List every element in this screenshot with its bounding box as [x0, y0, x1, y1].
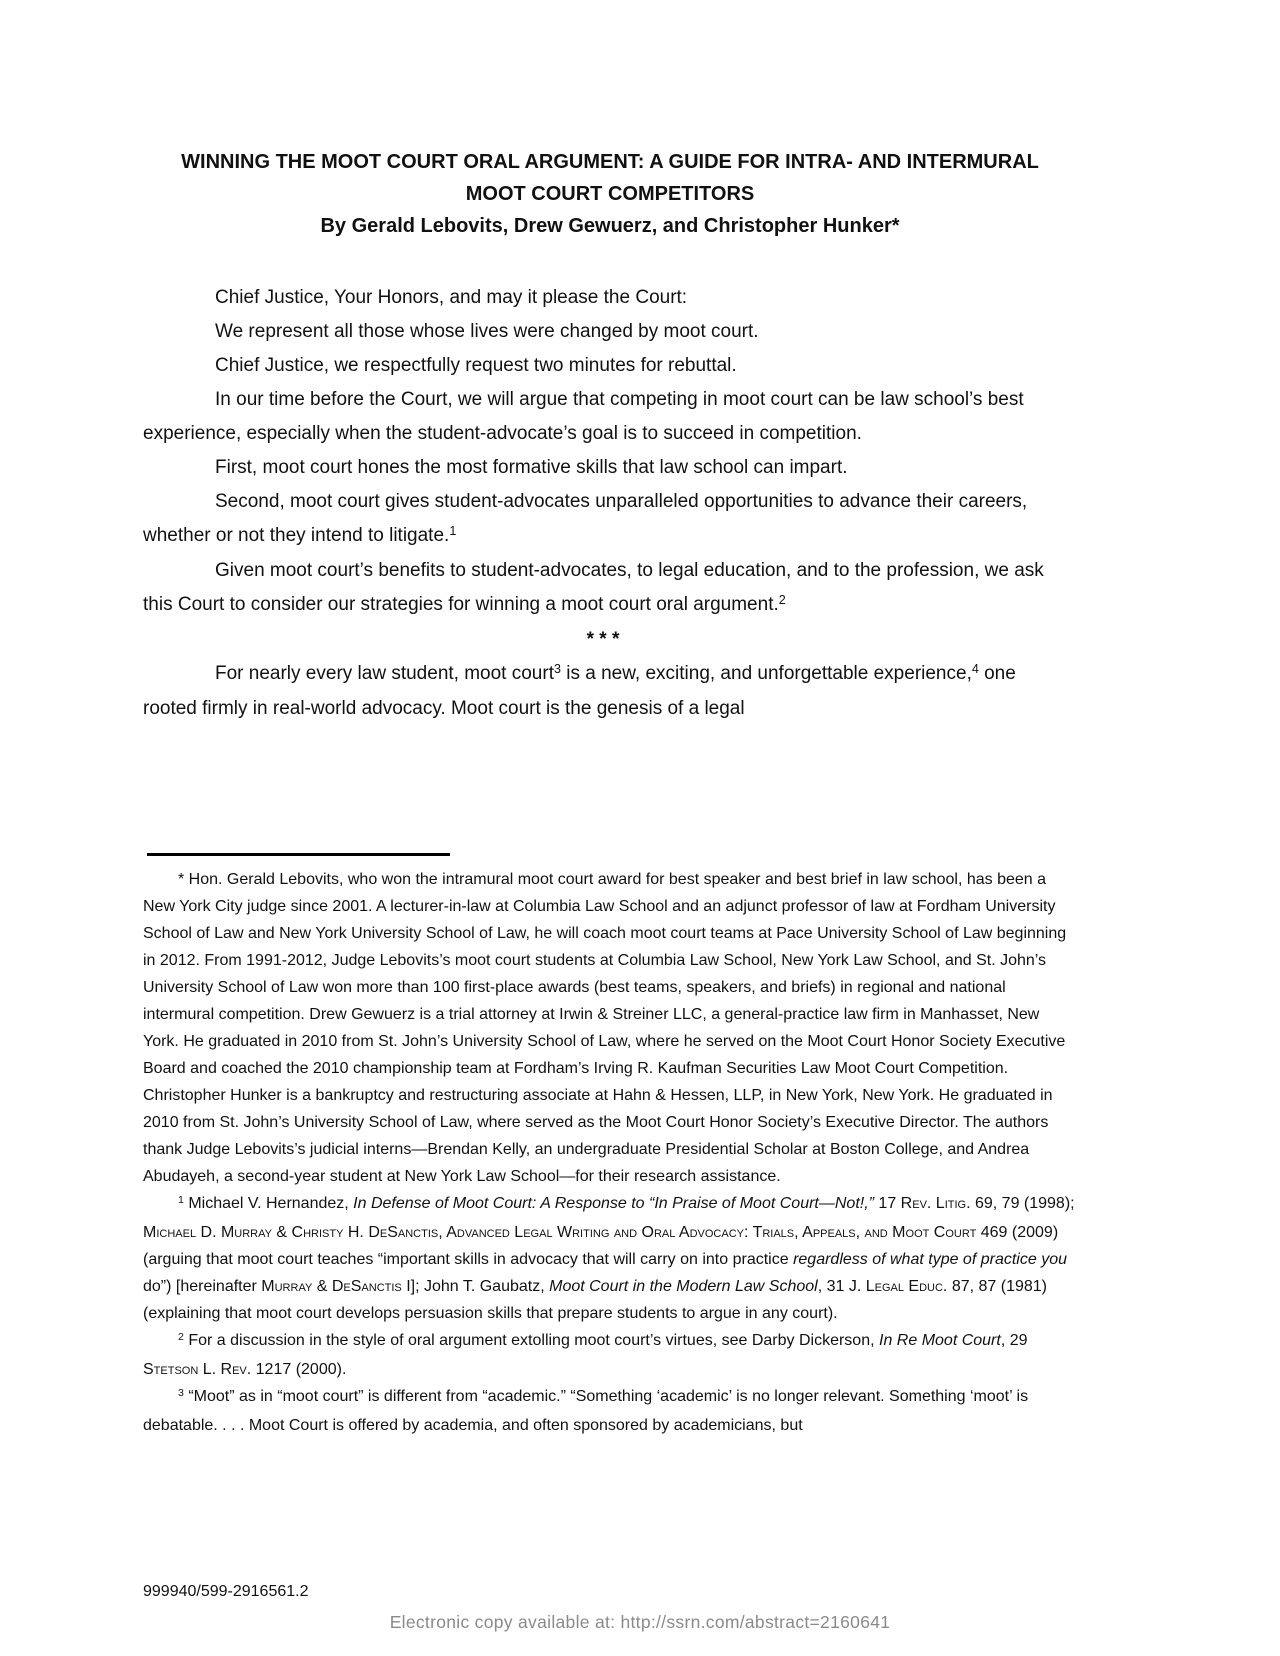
- body-paragraph: [143, 315, 1063, 349]
- text-run: regardless of what type of practice you: [793, 1251, 1067, 1268]
- body-paragraph: [143, 623, 1063, 657]
- text-run: , 29: [1000, 1332, 1028, 1349]
- text-run: 2: [778, 593, 786, 608]
- text-run: Stetson L. Rev.: [143, 1361, 252, 1378]
- document-title-line1: WINNING THE MOOT COURT ORAL ARGUMENT: A GUIDE FOR INTRA- AND INTERMURAL: [181, 151, 1039, 173]
- text-run: We represent all those whose lives were changed by moot court.: [215, 321, 759, 342]
- text-run: 4: [971, 662, 979, 677]
- text-run: * Hon. Gerald Lebovits, who won the intramural moot court award for best speaker and best brief in law school, has been a New York City judge since 2001. A lecturer-in-law at Columbia Law School and an adjunct professor of law at Fordham University School of Law and New York University School of Law, he will coach moot court teams at Pace University School of Law beginning in 2012. From 1991-2012, Judge Lebovits’s moot court students at Columbia Law School, New York Law School, and St. John’s University School of Law won more than 100 first-place awards (best teams, speakers, and briefs) in regional and national intermural competition. Drew Gewuerz is a trial attorney at Irwin & Streiner LLC, a general-practice law firm in Manhasset, New York. He graduated in 2010 from St. John’s University School of Law, where he served on the Moot Court Honor Society Executive Board and coached the 2010 championship team at Fordham’s Irving R. Kaufman Securities Law Moot Court Competition. Christopher Hunker is a bankruptcy and restructuring associate at Hahn & Hessen, LLP, in New York, New York. He graduated in 2010 from St. John’s University School of Law, where served as the Moot Court Honor Society’s Executive Director. The authors thank Judge Lebovits’s judicial interns—Brendan Kelly, an undergraduate Presidential Scholar at Boston College, and Andrea Abudayeh, a second-year student at New York Law School—for their research assistance.: [143, 871, 1067, 1185]
- text-run: Chief Justice, we respectfully request two minutes for rebuttal.: [215, 355, 737, 376]
- text-run: Murray & DeSanctis: [261, 1278, 402, 1295]
- text-run: 2: [178, 1331, 184, 1344]
- footnotes: [143, 866, 1077, 1439]
- text-run: do”) [hereinafter: [143, 1278, 262, 1295]
- text-run: 87, 87 (1981) (explaining that moot court develops persuasion skills that prepare students to argue in any court).: [143, 1278, 1047, 1322]
- text-run: I]; John T. Gaubatz,: [401, 1278, 550, 1295]
- text-run: 3: [553, 662, 561, 677]
- byline: By Gerald Lebovits, Drew Gewuerz, and Christopher Hunker*: [320, 215, 900, 237]
- footnote: [143, 1190, 1077, 1327]
- text-run: * * *: [586, 629, 620, 650]
- text-run: For a discussion in the style of oral argument extolling moot court’s virtues, see Darby Dickerson,: [183, 1332, 879, 1349]
- text-run: In our time before the Court, we will argue that competing in moot court can be law school’s best experience, especially when the student-advocate’s goal is to succeed in competition.: [143, 389, 1024, 444]
- footnote: [143, 1383, 1077, 1439]
- text-run: 3: [178, 1387, 184, 1400]
- body-paragraph: [143, 554, 1063, 623]
- text-run: Given moot court’s benefits to student-advocates, to legal education, and to the profession, we ask this Court to consider our strategies for winning a moot court oral argument.: [143, 560, 1044, 615]
- text-run: Michael V. Hernandez,: [183, 1195, 354, 1212]
- text-run: is a new, exciting, and unforgettable experience,: [560, 663, 972, 684]
- document-number: 999940/599-2916561.2: [143, 1583, 309, 1600]
- body-paragraph: [143, 383, 1063, 451]
- footnote-separator: [147, 853, 450, 856]
- title-block: [143, 146, 1077, 242]
- text-run: First, moot court hones the most formative skills that law school can impart.: [215, 457, 848, 478]
- text-run: 1: [178, 1194, 184, 1207]
- text-run: 469 (2009) (arguing that moot court teaches “important skills in advocacy that will carry on into practice: [143, 1224, 1059, 1268]
- body-paragraph: [143, 657, 1063, 726]
- ssrn-notice: Electronic copy available at: http://ssrn.com/abstract=2160641: [389, 1612, 891, 1632]
- text-run: Michael D. Murray & Christy H. DeSanctis, Advanced Legal Writing and Oral Advocacy: Trials, Appeals, and Moot Court: [143, 1224, 977, 1241]
- body-text: [143, 281, 1063, 726]
- body-paragraph: [143, 451, 1063, 485]
- document-title-line2: MOOT COURT COMPETITORS: [465, 183, 755, 205]
- text-run: 1: [449, 524, 457, 539]
- text-run: “Moot” as in “moot court” is different from “academic.” “Something ‘academic’ is no longer relevant. Something ‘moot’ is debatable. . . . Moot Court is offered by academia, and often sponsored by academicians, but: [143, 1388, 1029, 1434]
- text-run: one rooted firmly in real-world advocacy. Moot court is the genesis of a legal: [143, 663, 1016, 719]
- text-run: J. Legal Educ.: [848, 1278, 948, 1295]
- text-run: 69, 79 (1998);: [970, 1195, 1075, 1212]
- body-paragraph: [143, 281, 1063, 315]
- body-paragraph: [143, 485, 1063, 554]
- text-run: Rev. Litig.: [900, 1195, 971, 1212]
- text-run: 17: [873, 1195, 901, 1212]
- text-run: In Re Moot Court: [879, 1332, 1001, 1349]
- text-run: Second, moot court gives student-advocates unparalleled opportunities to advance their careers, whether or not they intend to litigate.: [143, 491, 1028, 546]
- text-run: Chief Justice, Your Honors, and may it please the Court:: [215, 287, 688, 308]
- text-run: In Defense of Moot Court: A Response to “In Praise of Moot Court—Not!,”: [353, 1195, 874, 1212]
- text-run: , 31: [817, 1278, 849, 1295]
- text-run: For nearly every law student, moot court: [215, 663, 554, 684]
- body-paragraph: [143, 349, 1063, 383]
- footnote: [143, 1327, 1077, 1383]
- text-run: 1217 (2000).: [251, 1361, 347, 1378]
- footnote: [143, 866, 1077, 1190]
- text-run: Moot Court in the Modern Law School: [549, 1278, 818, 1295]
